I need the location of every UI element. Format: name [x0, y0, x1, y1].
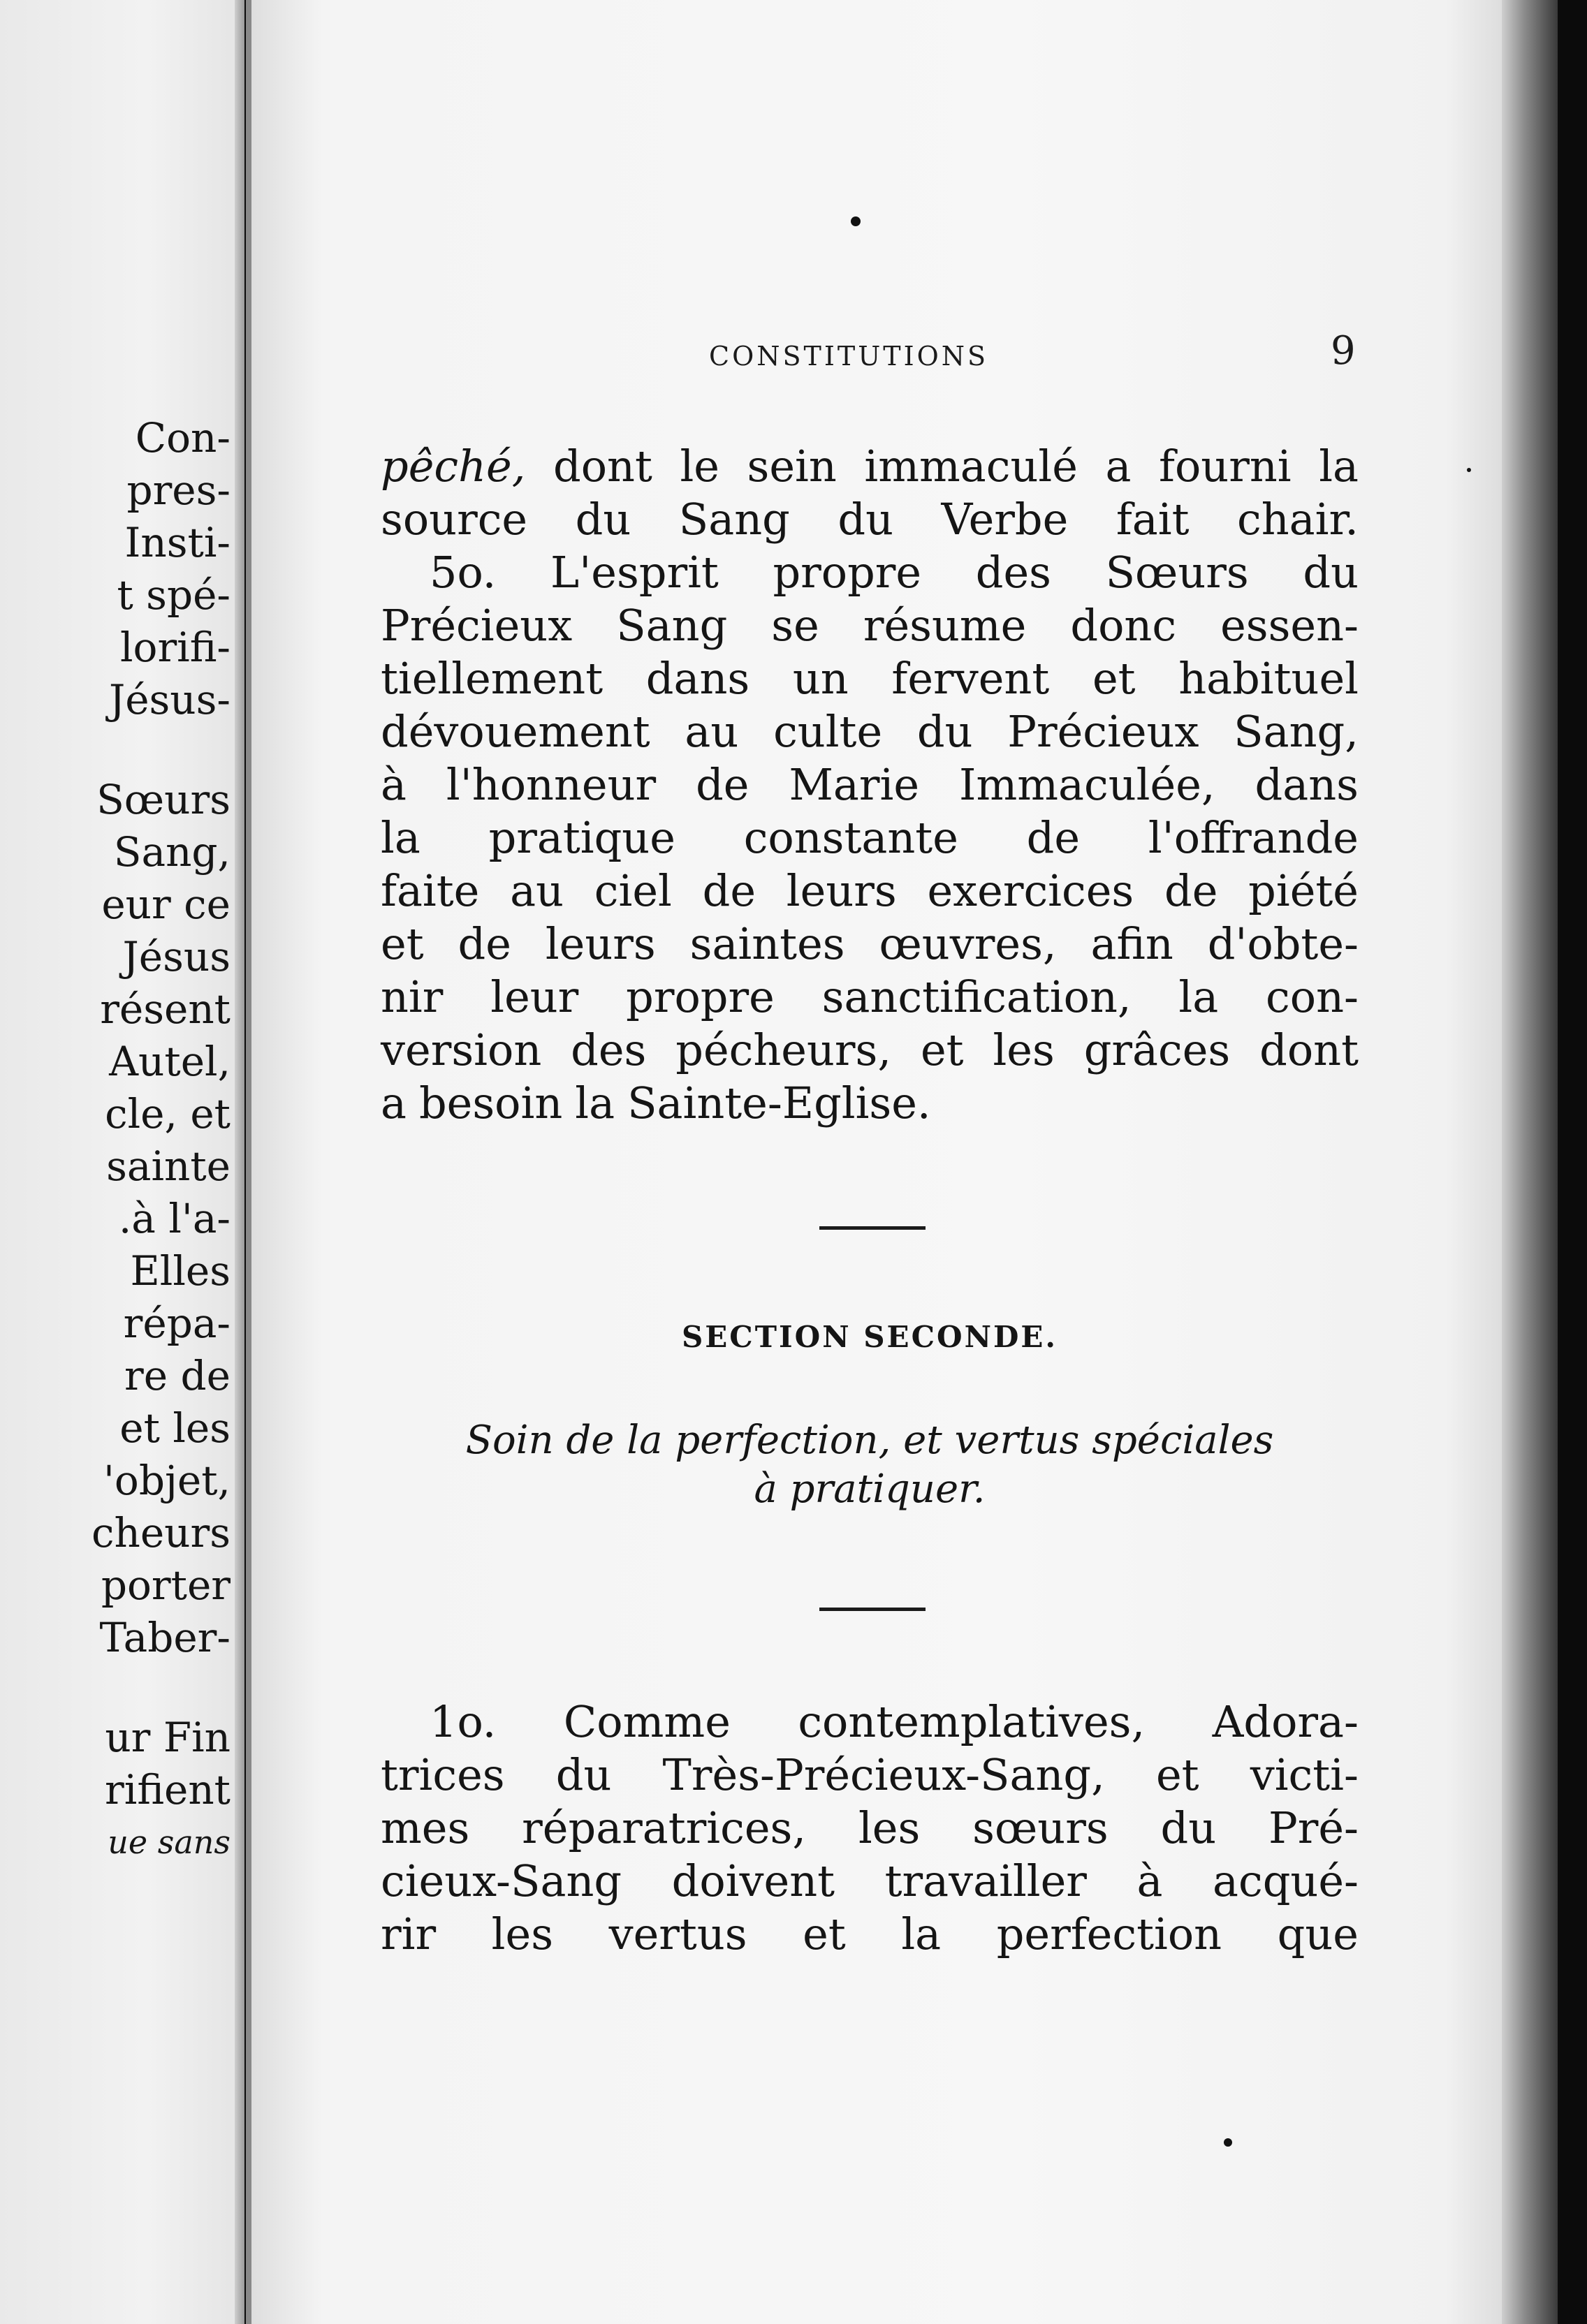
word: Comme: [563, 1696, 731, 1747]
word: afin: [1090, 918, 1173, 969]
word: vertus: [608, 1909, 747, 1959]
scan-speck: [1224, 2138, 1232, 2147]
word: dans: [1255, 759, 1359, 810]
word: nir: [381, 971, 444, 1022]
text-line: [381, 918, 1359, 971]
text-line: [381, 1802, 1359, 1855]
text-line: [381, 758, 1359, 811]
left-page-line: Jésus: [122, 933, 231, 980]
word: L'esprit: [550, 547, 719, 598]
left-page-line: eur ce: [101, 881, 231, 928]
left-page-line: ue sans: [108, 1823, 231, 1861]
word: l'honneur: [446, 759, 657, 810]
word: et: [920, 1024, 964, 1075]
left-page-line: rifient: [105, 1766, 231, 1814]
word: sein: [747, 441, 837, 492]
word: propre: [773, 547, 922, 598]
left-page-line: Insti-: [124, 519, 231, 566]
left-page-line: et les: [119, 1404, 231, 1452]
word: les: [491, 1909, 554, 1959]
word: la: [1178, 971, 1219, 1022]
page-spine-edge: [246, 0, 251, 2324]
text-line: [381, 1024, 1359, 1077]
left-page-line: Sœurs: [96, 776, 231, 823]
word: et: [1155, 1749, 1199, 1800]
left-page-line: Sang,: [113, 828, 231, 876]
word: la: [381, 812, 420, 863]
text-line: [381, 599, 1359, 652]
word: contemplatives,: [798, 1696, 1146, 1747]
word: immaculé: [864, 441, 1078, 492]
word: trices: [381, 1749, 505, 1800]
text-line: [381, 1077, 1359, 1130]
text-line: [381, 440, 1359, 493]
word: habituel: [1178, 653, 1359, 704]
left-page-line: pres-: [126, 466, 231, 514]
word: les: [858, 1802, 921, 1853]
word: ciel: [594, 865, 672, 916]
left-page-line: Jésus-: [108, 676, 231, 723]
text-line: [381, 865, 1359, 918]
word: Verbe: [941, 494, 1069, 545]
word: et: [1092, 653, 1136, 704]
word: un: [792, 653, 849, 704]
word: victi-: [1250, 1749, 1359, 1800]
word: a: [381, 1078, 407, 1128]
left-page-line: Taber-: [99, 1614, 231, 1661]
word: 1o.: [430, 1696, 497, 1747]
word: a: [1105, 441, 1132, 492]
word: dans: [645, 653, 750, 704]
word: pêché,: [381, 441, 526, 492]
text-line: [381, 546, 1359, 599]
word: du: [1303, 547, 1359, 598]
word: fourni: [1159, 441, 1292, 492]
word: résume: [863, 600, 1027, 651]
word: Sainte-Eglise.: [627, 1078, 931, 1128]
word: source: [381, 494, 528, 545]
left-page-line: Con-: [135, 414, 231, 462]
scan-speck: [851, 216, 861, 226]
word: Précieux: [381, 600, 573, 651]
word: piété: [1248, 865, 1359, 916]
section-title: SECTION SECONDE.: [681, 1320, 1058, 1354]
left-page-line: Elles: [130, 1247, 231, 1295]
word: acqué-: [1213, 1855, 1359, 1906]
word: du: [838, 494, 893, 545]
word: Précieux: [1007, 706, 1199, 757]
word: du: [1160, 1802, 1217, 1853]
section-subtitle-line-2: à pratiquer.: [754, 1466, 986, 1512]
word: de: [1164, 865, 1218, 916]
word: Marie: [789, 759, 920, 810]
left-page-line: cle, et: [105, 1090, 231, 1138]
word: des: [975, 547, 1051, 598]
word: constante: [743, 812, 958, 863]
section-subtitle: [381, 1416, 1359, 1514]
word: con-: [1266, 971, 1359, 1022]
word: donc: [1070, 600, 1177, 651]
word: d'obte-: [1207, 918, 1359, 969]
word: leurs: [545, 918, 656, 969]
word: fait: [1116, 494, 1190, 545]
left-page-line: re de: [124, 1352, 231, 1399]
word: doivent: [671, 1855, 835, 1906]
left-page-line: t spé-: [117, 571, 231, 619]
section-divider-bottom: [819, 1608, 926, 1611]
word: Sang: [616, 600, 728, 651]
word: de: [1026, 812, 1081, 863]
word: propre: [626, 971, 775, 1022]
word: réparatrices,: [522, 1802, 807, 1853]
word: la: [1319, 441, 1359, 492]
left-page-line: répa-: [123, 1300, 231, 1347]
word: version: [381, 1024, 542, 1075]
text-line: [381, 971, 1359, 1024]
left-page-line: [0, 726, 231, 774]
paragraph-1o: [381, 1696, 1359, 1961]
word: leurs: [786, 865, 897, 916]
word: Immaculée,: [958, 759, 1215, 810]
word: des: [571, 1024, 647, 1075]
word: au: [510, 865, 564, 916]
word: exercices: [927, 865, 1134, 916]
word: la: [901, 1909, 942, 1959]
word: pratique: [488, 812, 675, 863]
left-page-line: Autel,: [109, 1038, 231, 1085]
word: la: [575, 1078, 615, 1128]
word: à: [1136, 1855, 1163, 1906]
word: l'offrande: [1148, 812, 1359, 863]
text-line: [381, 1855, 1359, 1908]
word: Pré-: [1268, 1802, 1359, 1853]
word: Sang: [678, 494, 790, 545]
left-page-line: cheurs: [91, 1509, 231, 1557]
section-subtitle-line-1: Soin de la perfection, et vertus spéciales: [465, 1418, 1274, 1463]
left-page-fragment: [0, 0, 244, 2324]
word: Très-Précieux-Sang,: [662, 1749, 1105, 1800]
word: du: [555, 1749, 612, 1800]
word: Adora-: [1212, 1696, 1359, 1747]
word: perfection: [996, 1909, 1222, 1959]
word: saintes: [689, 918, 845, 969]
word: de: [696, 759, 749, 810]
word: culte: [773, 706, 883, 757]
word: rir: [381, 1909, 437, 1959]
word: tiellement: [381, 653, 604, 704]
page-number: 9: [1331, 328, 1356, 374]
text-line: [381, 705, 1359, 758]
book-gutter: [235, 0, 244, 2324]
word: et: [803, 1909, 846, 1959]
word: au: [685, 706, 739, 757]
word: chair.: [1237, 494, 1359, 545]
left-page-line: lorifi-: [119, 624, 231, 671]
word: que: [1277, 1909, 1359, 1959]
word: se: [771, 600, 819, 651]
word: 5o.: [430, 547, 497, 598]
left-page-line: sainte: [106, 1142, 231, 1190]
word: et: [381, 918, 424, 969]
word: du: [916, 706, 973, 757]
word: faite: [381, 865, 480, 916]
left-page-line: .à l'a-: [118, 1195, 231, 1242]
word: les: [993, 1024, 1055, 1075]
word: pécheurs,: [675, 1024, 892, 1075]
word: Sœurs: [1105, 547, 1249, 598]
word: leur: [490, 971, 579, 1022]
word: Sang,: [1234, 706, 1359, 757]
word: du: [575, 494, 631, 545]
word: cieux-Sang: [381, 1855, 622, 1906]
left-page-line: ur Fin: [105, 1714, 231, 1761]
word: grâces: [1083, 1024, 1231, 1075]
text-line: [381, 1696, 1359, 1749]
word: besoin: [418, 1078, 563, 1128]
word: de: [702, 865, 756, 916]
text-line: [381, 493, 1359, 546]
scan-speck: [1467, 468, 1471, 472]
word: de: [458, 918, 511, 969]
page-fore-edge-shadow: [1502, 0, 1558, 2324]
word: dont: [1259, 1024, 1359, 1075]
word: dont: [553, 441, 652, 492]
word: le: [680, 441, 719, 492]
left-page-line: 'objet,: [103, 1457, 231, 1504]
word: à: [381, 759, 407, 810]
word: mes: [381, 1802, 470, 1853]
section-divider-top: [819, 1226, 926, 1230]
left-page-line: [0, 1664, 231, 1712]
left-page-text: [0, 412, 231, 1869]
text-line: [381, 811, 1359, 865]
left-page-line: résent: [100, 985, 231, 1033]
running-head: CONSTITUTIONS: [709, 341, 989, 372]
word: fervent: [891, 653, 1050, 704]
text-line: [381, 1749, 1359, 1802]
left-page-line: porter: [101, 1561, 231, 1609]
word: dévouement: [381, 706, 650, 757]
text-line: [381, 1908, 1359, 1961]
word: sœurs: [972, 1802, 1109, 1853]
word: œuvres,: [879, 918, 1057, 969]
word: travailler: [884, 1855, 1087, 1906]
word: essen-: [1220, 600, 1359, 651]
text-line: [381, 652, 1359, 705]
word: sanctification,: [821, 971, 1132, 1022]
paragraph-5o: [381, 440, 1359, 1130]
